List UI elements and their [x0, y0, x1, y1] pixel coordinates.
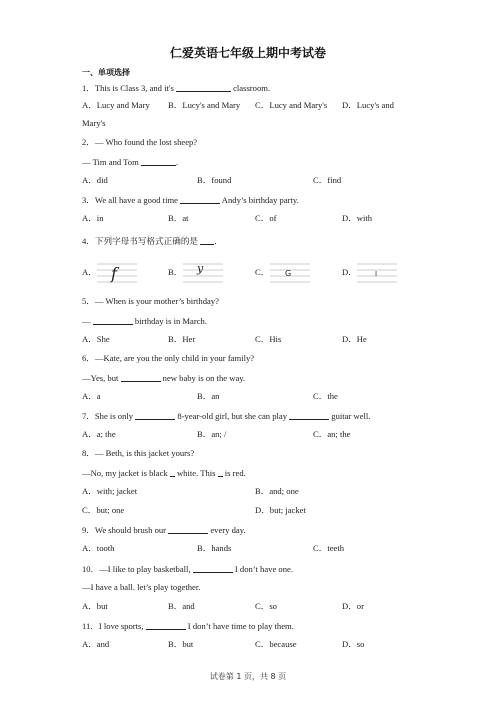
q10-option-c: C．so [255, 601, 277, 611]
question-11: 11．I love sports, I don’t have time to play them. [82, 621, 294, 631]
answer-blank [121, 372, 161, 382]
page-footer: 试卷第 1 页，共 8 页 [209, 672, 287, 681]
letter-glyph-c: G [285, 269, 292, 278]
letter-glyph-b: y [197, 262, 204, 275]
question-1: 1．This is Class 3, and it's classroom. [82, 83, 271, 93]
q1-option-d-cont: Mary's [82, 118, 106, 128]
q8-option-b: B．and; one [255, 486, 299, 496]
q9-option-c: C．teeth [313, 543, 345, 553]
four-line-staff-a [97, 262, 137, 284]
q3-option-a: A．in [82, 213, 104, 223]
q7-option-b: B．an; / [197, 429, 227, 439]
question-2-line2: — Tim and Tom . [82, 157, 179, 167]
answer-blank [141, 156, 176, 166]
q7-option-c: C．an; the [313, 429, 351, 439]
q1-option-d: D．Lucy's and [342, 100, 394, 110]
q3-option-b: B．at [168, 213, 189, 223]
question-2: 2．— Who found the lost sheep? [82, 137, 198, 147]
question-7: 7．She is only 8-year-old girl, but she can play guitar well. [82, 411, 371, 421]
q10-option-a: A．but [82, 601, 108, 611]
q3-option-c: C．of [255, 213, 277, 223]
question-9: 9．We should brush our every day. [82, 525, 246, 535]
q1-option-c: C．Lucy and Mary's [255, 100, 328, 110]
q2-option-c: C．find [313, 175, 342, 185]
question-8-line2: —No, my jacket is black white. This is red. [82, 468, 246, 478]
answer-blank [135, 410, 175, 420]
q4-option-b: B． [168, 267, 183, 277]
answer-blank [193, 563, 233, 573]
q5-option-a: A．She [82, 334, 110, 344]
question-10-line2: —I have a ball. let’s play together. [82, 582, 201, 592]
q11-option-d: D．so [342, 639, 365, 649]
q5-option-d: D．He [342, 334, 367, 344]
four-line-staff-d [357, 262, 397, 284]
answer-blank [93, 315, 133, 325]
q2-option-a: A．did [82, 175, 108, 185]
letter-glyph-d: I [375, 270, 378, 278]
question-10: 10．—I like to play basketball, I don’t have one. [82, 564, 293, 574]
q4-option-c: C． [255, 267, 270, 277]
q5-option-c: C．His [255, 334, 282, 344]
q6-option-b: B．an [197, 391, 220, 401]
four-line-staff-b [183, 262, 223, 284]
q9-option-b: B．hands [197, 543, 232, 553]
q2-option-b: B．found [197, 175, 232, 185]
q9-option-a: A．tooth [82, 543, 115, 553]
answer-blank [176, 82, 231, 92]
q1-option-a: A．Lucy and Mary [82, 100, 150, 110]
q11-option-c: C．because [255, 639, 297, 649]
answer-blank [180, 194, 220, 204]
q3-option-d: D．with [342, 213, 373, 223]
q11-option-b: B．but [168, 639, 194, 649]
letter-glyph-a: f [111, 264, 117, 283]
q7-option-a: A．a; the [82, 429, 116, 439]
q6-option-c: C．the [313, 391, 338, 401]
four-line-staff-c [270, 262, 310, 284]
question-4: 4．下列字母书写格式正确的是 ． [82, 236, 223, 246]
q8-option-c: C．but; one [82, 505, 125, 515]
q10-option-d: D．or [342, 601, 364, 611]
question-6: 6．—Kate, are you the only child in your family? [82, 353, 255, 363]
q4-option-a: A． [82, 267, 97, 277]
answer-blank [168, 524, 208, 534]
answer-blank [146, 620, 186, 630]
question-6-line2: —Yes, but new baby is on the way. [82, 373, 246, 383]
section-heading: 一、单项选择 [82, 68, 130, 77]
answer-blank [289, 410, 329, 420]
q4-option-d: D． [342, 267, 357, 277]
q10-option-b: B．and [168, 601, 195, 611]
q5-option-b: B．Her [168, 334, 196, 344]
q6-option-a: A．a [82, 391, 101, 401]
q11-option-a: A．and [82, 639, 110, 649]
question-3: 3．We all have a good time Andy’s birthday party. [82, 195, 299, 205]
question-5-line2: — birthday is in March. [82, 316, 207, 326]
q1-option-b: B．Lucy's and Mary [168, 100, 241, 110]
question-5: 5．— When is your mother’s birthday? [82, 296, 219, 306]
question-8: 8．— Beth, is this jacket yours? [82, 448, 195, 458]
q8-option-d: D．but; jacket [255, 505, 306, 515]
answer-blank [200, 235, 214, 245]
q8-option-a: A．with; jacket [82, 486, 138, 496]
page-title: 仁爱英语七年级上期中考试卷 [169, 46, 326, 60]
